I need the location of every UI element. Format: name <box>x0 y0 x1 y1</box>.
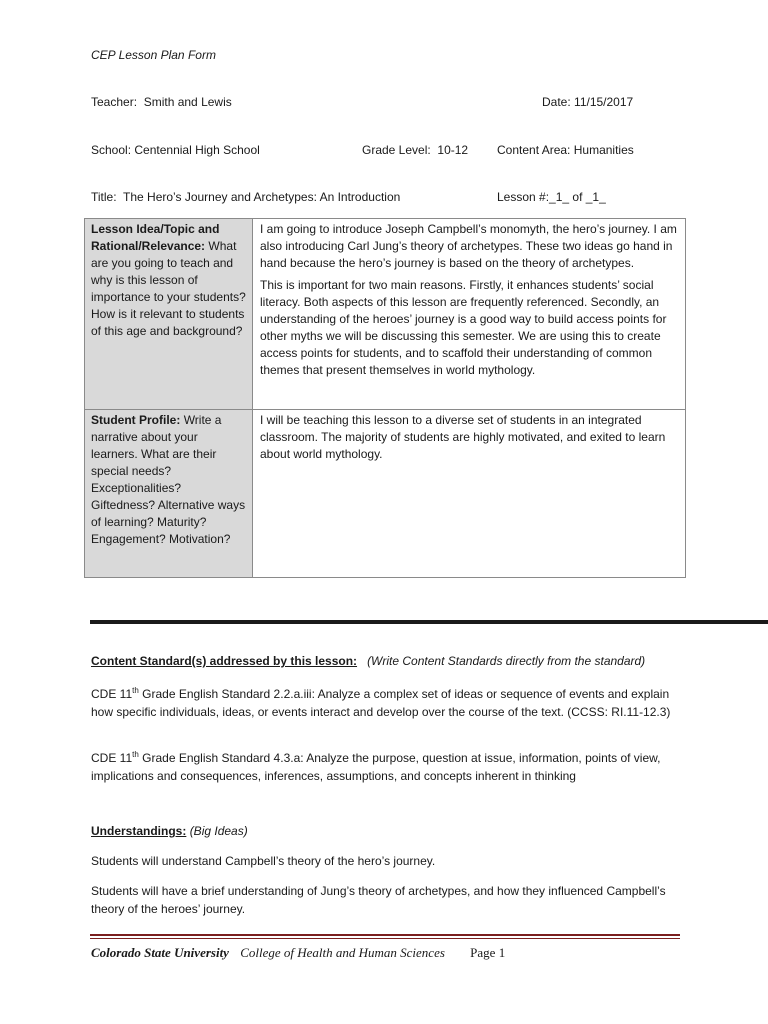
footer-rule <box>90 934 680 936</box>
understandings-heading <box>91 822 681 840</box>
standard-text: Grade English Standard 4.3.a: Analyze the purpose, question at issue, information, points of view, implications and consequences, inferences, assumptions, and concepts inherent in thinking <box>91 751 661 783</box>
school-label: School: <box>91 143 132 157</box>
date-field <box>542 95 633 109</box>
school-value: Centennial High School <box>134 143 260 157</box>
standards-note: (Write Content Standards directly from the standard) <box>367 654 646 668</box>
lesson-idea-paragraph: This is important for two main reasons. Firstly, it enhances students’ social literacy. Both aspects of this lesson are frequently referenced. Secondly, an understanding of the heroes’ journey is a good way to build access points for other myths we will be discussing this semester. We are using this to create access points for students, and to scaffold their understanding of common themes that present themselves in world mythology. <box>260 278 667 377</box>
footer-rule <box>90 938 680 939</box>
content-area-field <box>497 143 634 157</box>
grade-label: Grade Level: <box>362 143 431 157</box>
lesson-idea-value-cell <box>253 219 686 410</box>
grade-level-field <box>362 143 468 157</box>
section-divider <box>90 620 768 624</box>
footer-page-number: Page 1 <box>470 945 506 960</box>
understanding-item: Students will understand Campbell’s theory of the hero’s journey. <box>91 854 436 868</box>
teacher-value: Smith and Lewis <box>143 95 232 109</box>
page-footer <box>91 945 505 961</box>
student-profile-value-cell <box>253 410 686 578</box>
standard-item <box>91 746 681 785</box>
standard-prefix: CDE 11 <box>91 751 133 765</box>
table-row <box>85 410 686 578</box>
standard-text: Grade English Standard 2.2.a.iii: Analyze a complex set of ideas or sequence of events and explain how specific individuals, ideas, or events interact and develop over the course of the text. (CCSS: RI.11-12.3) <box>91 687 671 719</box>
teacher-field <box>91 95 232 109</box>
lesson-idea-label-cell <box>85 219 253 410</box>
lesson-plan-table <box>84 218 686 578</box>
content-standards-heading <box>91 652 681 670</box>
understanding-item: Students will have a brief understanding of Jung’s theory of archetypes, and how they influenced Campbell’s theory of the heroes’ journey. <box>91 884 666 916</box>
student-profile-prompt: Write a narrative about your learners. What are their special needs? Exceptionalities? Giftedness? Alternative ways of learning? Maturity? Engagement? Motivation? <box>91 413 246 546</box>
school-field <box>91 143 260 157</box>
lesson-idea-prompt: What are you going to teach and why is this lesson of importance to your students? How is it relevant to students of this age and background? <box>91 239 246 338</box>
title-value: The Hero’s Journey and Archetypes: An Introduction <box>123 190 401 204</box>
footer-university: Colorado State University <box>91 945 229 960</box>
standard-suffix: th <box>132 686 139 695</box>
grade-value: 10-12 <box>437 143 469 157</box>
teacher-label: Teacher: <box>91 95 138 109</box>
lesson-idea-label: Lesson Idea/Topic and Rational/Relevance: <box>91 222 220 253</box>
date-label: Date: <box>542 95 571 109</box>
title-field <box>91 190 400 204</box>
lesson-idea-paragraph: I am going to introduce Joseph Campbell’s monomyth, the hero’s journey. I am also introducing Carl Jung’s theory of archetypes. These two ideas go hand in hand because the hero’s journey is based on the theory of archetypes. <box>260 222 677 270</box>
lesson-number: Lesson #:_1_ of _1_ <box>497 190 606 204</box>
table-row <box>85 219 686 410</box>
date-value: 11/15/2017 <box>574 95 634 109</box>
content-area-label: Content Area: <box>497 143 571 157</box>
standards-heading-text: Content Standard(s) addressed by this lesson: <box>91 654 358 668</box>
footer-college: College of Health and Human Sciences <box>240 945 445 960</box>
standard-suffix: th <box>132 750 139 759</box>
understandings-heading-text: Understandings: <box>91 824 187 838</box>
standard-prefix: CDE 11 <box>91 687 133 701</box>
student-profile-label: Student Profile: <box>91 413 181 427</box>
form-title: CEP Lesson Plan Form <box>91 48 216 62</box>
content-area-value: Humanities <box>573 143 634 157</box>
student-profile-label-cell <box>85 410 253 578</box>
understandings-note: (Big Ideas) <box>189 824 248 838</box>
student-profile-paragraph: I will be teaching this lesson to a diverse set of students in an integrated classroom. The majority of students are highly motivated, and exited to learn about world mythology. <box>260 413 666 461</box>
standard-item <box>91 682 681 721</box>
title-label: Title: <box>91 190 117 204</box>
